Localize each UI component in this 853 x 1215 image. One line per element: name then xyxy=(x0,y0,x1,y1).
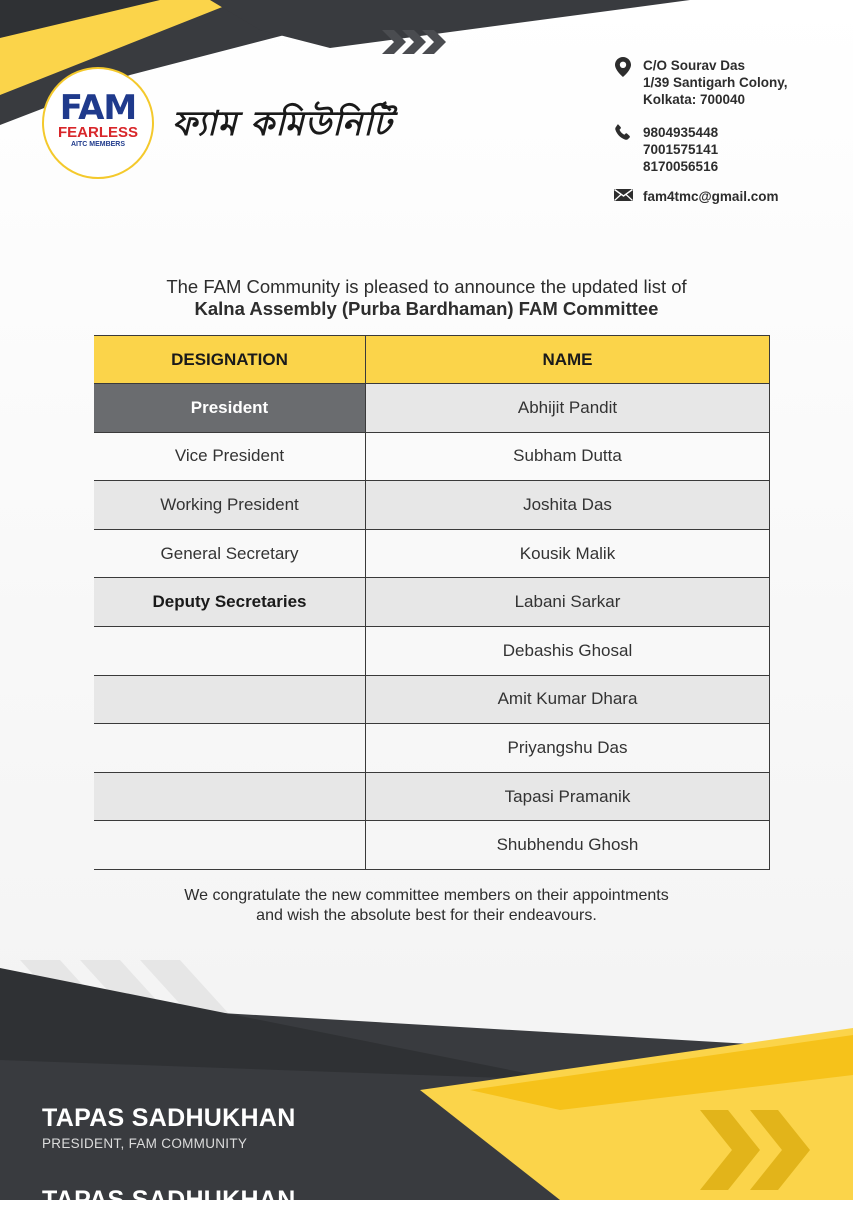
designation-cell xyxy=(94,821,365,869)
address-line-3: Kolkata: 700040 xyxy=(643,92,746,107)
designation-cell: Vice President xyxy=(174,446,285,466)
envelope-icon xyxy=(612,188,634,208)
table-row xyxy=(94,530,770,579)
table-row xyxy=(94,384,770,433)
logo-aitc-text: AITC MEMBERS xyxy=(70,141,126,148)
fam-logo xyxy=(42,67,154,179)
logo-fearless-text: FEARLESS xyxy=(57,124,138,141)
address-line-1: C/O Sourav Das xyxy=(643,58,746,73)
address-block xyxy=(612,57,788,108)
name-cell: Tapasi Pramanik xyxy=(365,773,770,821)
intro-line-1: The FAM Community is pleased to announce the updated list of xyxy=(166,276,687,297)
location-pin-icon xyxy=(612,57,634,77)
table-row xyxy=(94,821,770,870)
name-cell: Labani Sarkar xyxy=(365,578,770,626)
header-name: NAME xyxy=(365,336,770,383)
committee-title: Kalna Assembly (Purba Bardhaman) FAM Committee xyxy=(194,298,659,319)
phone-number-1: 9804935448 xyxy=(643,125,719,140)
bengali-title: ফ্যাম কমিউনিটি xyxy=(172,104,393,144)
table-header-row xyxy=(94,336,770,384)
announcement-intro xyxy=(0,276,853,320)
name-cell: Shubhendu Ghosh xyxy=(365,821,770,869)
table-row xyxy=(94,481,770,530)
designation-cell xyxy=(94,773,365,821)
signer-name-ghost: TAPAS SADHUKHAN xyxy=(42,1186,296,1214)
table-row xyxy=(94,724,770,773)
designation-cell xyxy=(94,724,365,772)
phone-icon xyxy=(612,124,634,144)
designation-cell: Working President xyxy=(160,494,299,514)
email-address: fam4tmc@gmail.com xyxy=(643,189,779,204)
phone-block xyxy=(612,124,718,175)
designation-cell: Deputy Secretaries xyxy=(152,592,307,612)
email-block xyxy=(612,188,778,208)
committee-table xyxy=(94,335,770,870)
designation-cell xyxy=(94,676,365,724)
closing-line-1: We congratulate the new committee members on their appointments xyxy=(184,887,669,904)
phone-number-2: 7001575141 xyxy=(643,142,719,157)
designation-cell: General Secretary xyxy=(160,543,299,563)
table-row xyxy=(94,627,770,676)
signer-title: PRESIDENT, FAM COMMUNITY xyxy=(42,1136,248,1151)
name-cell: Kousik Malik xyxy=(365,530,770,578)
table-row xyxy=(94,676,770,725)
name-cell: Priyangshu Das xyxy=(365,724,770,772)
table-row xyxy=(94,578,770,627)
signer-name: TAPAS SADHUKHAN xyxy=(42,1104,296,1132)
table-row xyxy=(94,433,770,482)
table-row xyxy=(94,773,770,822)
address-line-2: 1/39 Santigarh Colony, xyxy=(643,75,788,90)
closing-message xyxy=(0,886,853,926)
designation-cell xyxy=(94,627,365,675)
logo-fam-text: FAM xyxy=(59,88,137,128)
designation-cell: President xyxy=(94,384,365,432)
name-cell: Subham Dutta xyxy=(365,433,770,481)
name-cell: Joshita Das xyxy=(365,481,770,529)
header-designation: DESIGNATION xyxy=(171,349,288,369)
name-cell: Abhijit Pandit xyxy=(365,384,770,432)
phone-number-3: 8170056516 xyxy=(643,159,719,174)
name-cell: Debashis Ghosal xyxy=(365,627,770,675)
name-cell: Amit Kumar Dhara xyxy=(365,676,770,724)
closing-line-2: and wish the absolute best for their endeavours. xyxy=(256,907,597,924)
